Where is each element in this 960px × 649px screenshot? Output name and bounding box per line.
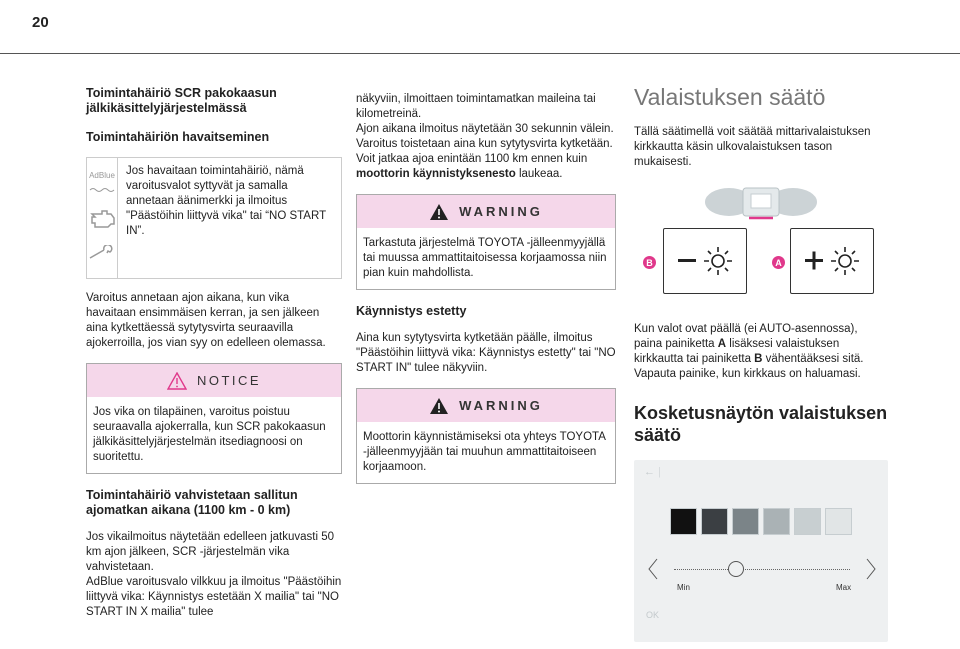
warning-label: WARNING (459, 204, 543, 219)
slider-knob[interactable] (728, 561, 744, 577)
notice-box (86, 363, 342, 474)
brightness-buttons (634, 228, 888, 308)
paragraph-start-blocked: Aina kun sytytysvirta kytketään päälle, ilmoitus "Päästöihin liittyvä vika: Käynnistys estetty" tai "NO START IN" tulee näkyviin. (356, 332, 616, 374)
adblue-icon: AdBlue (89, 171, 115, 198)
section-title-lighting: Valaistuksen säätö (634, 84, 826, 110)
brightness-swatch[interactable] (794, 508, 821, 535)
column-1 (86, 72, 342, 632)
ok-button[interactable]: OK (646, 610, 660, 620)
brightness-swatch[interactable] (763, 508, 790, 535)
icon-description: Jos havaitaan toimintahäiriö, nämä varoitusvalot syttyvät ja samalla annetaan äänimerkki ja ilmoitus "Päästöihin liittyvä vika" tai “NO START IN”. (126, 165, 326, 237)
column-2 (356, 92, 616, 498)
warning-triangle-icon (429, 397, 449, 415)
engine-check-icon (87, 208, 117, 235)
warning-header-2 (357, 389, 615, 422)
wrench-icon (88, 245, 116, 266)
notice-header (87, 364, 341, 397)
paragraph-lighting-intro: Tällä säätimellä voit säätää mittarivalaistuksen kirkkautta käsin ulkovalaistuksen tason mukaisesti. (634, 126, 871, 168)
brightness-swatch[interactable] (732, 508, 759, 535)
instrument-panel-illustration (634, 182, 888, 224)
section-title-scr: Toimintahäiriö SCR pakokaasun jälkikäsittelyjärjestelmässä (86, 86, 277, 115)
section-subtitle-detection: Toimintahäiriön havaitseminen (86, 130, 270, 144)
header-rule (0, 53, 960, 54)
brightness-swatch[interactable] (701, 508, 728, 535)
page-number: 20 (32, 14, 49, 31)
warning-icons-box (86, 157, 342, 279)
warning-header-1 (357, 195, 615, 228)
paragraph-confirmed: Jos vikailmoitus näytetään edelleen jatkuvasti 50 km ajon jälkeen, SCR -järjestelmän vika vahvistetaan. AdBlue varoitusvalo vilkkuu ja ilmoitus "Päästöihin liittyvä vika: Käynnistys estetään X mailia" tai "NO START IN X mailia" tulee (86, 531, 342, 618)
paragraph-continued: näkyviin, ilmoittaen toimintamatkan maileina tai kilometreinä. Ajon aikana ilmoitus näytetään 30 sekunnin välein. Varoitus toistetaan aina kun sytytysvirta kytketään. Voit jatkaa ajoa enintään 1100 km ennen kuin moottorin käynnistyksenesto laukeaa. (356, 93, 614, 180)
badge-a: A (772, 256, 785, 269)
slider-max-label: Max (836, 583, 852, 592)
warning-box-2 (356, 388, 616, 484)
icons-column (87, 158, 118, 278)
touchscreen-illustration (634, 460, 888, 642)
plus-sun-icon (799, 241, 865, 281)
badge-b: B (643, 256, 656, 269)
notice-label: NOTICE (196, 373, 262, 388)
slider-min-label: Min (677, 583, 690, 592)
warning-triangle-icon (429, 203, 449, 221)
warning-text-2: Moottorin käynnistämiseksi ota yhteys TOYOTA -jälleenmyyjään tai muuhun ammattitaitoiseen korjaamoon. (363, 431, 606, 473)
notice-text: Jos vika on tilapäinen, varoitus poistuu seuraavalla ajokerralla, kun SCR pakokaasun jälkikäsittelyjärjestelmän itsediagnoosi on suoritettu. (93, 406, 326, 463)
brightness-swatch[interactable] (825, 508, 852, 535)
warning-label: WARNING (459, 398, 543, 413)
back-icon[interactable]: ← | (644, 466, 661, 478)
warning-text-1: Tarkastuta järjestelmä TOYOTA -jälleenmyyjällä tai muussa ammattitaitoisessa korjaamossa niin pian kuin mahdollista. (363, 237, 607, 279)
notice-triangle-icon (167, 372, 187, 390)
paragraph-buttons: Kun valot ovat päällä (ei AUTO-asennossa), paina painiketta A lisäksesi valaistuksen kirkkautta tai painiketta B vähentääksesi sitä. Vapauta painike, kun kirkkaus on haluamasi. (634, 323, 864, 380)
brightness-slider[interactable] (674, 568, 850, 588)
dim-button-b[interactable] (663, 228, 747, 294)
warning-box-1 (356, 194, 616, 290)
column-3 (634, 84, 888, 642)
minus-sun-icon (672, 241, 738, 281)
paragraph-warning-info: Varoitus annetaan ajon aikana, kun vika havaitaan ensimmäisen kerran, ja sen jälkeen aina kytkettäessä sytytysvirta seuraavilla ajokerroilla, jos vian syy on edelleen olemassa. (86, 292, 326, 349)
section-title-touchscreen: Kosketusnäytön valaistuksen säätö (634, 403, 888, 445)
next-arrow-icon[interactable] (866, 558, 876, 585)
section-subtitle-confirmed: Toimintahäiriö vahvistetaan sallitun ajomatkan aikana (1100 km - 0 km) (86, 488, 298, 517)
brighten-button-a[interactable] (790, 228, 874, 294)
brightness-swatch[interactable] (670, 508, 697, 535)
section-subtitle-start-blocked: Käynnistys estetty (356, 304, 467, 318)
brightness-swatches (670, 508, 852, 535)
prev-arrow-icon[interactable] (648, 558, 658, 585)
